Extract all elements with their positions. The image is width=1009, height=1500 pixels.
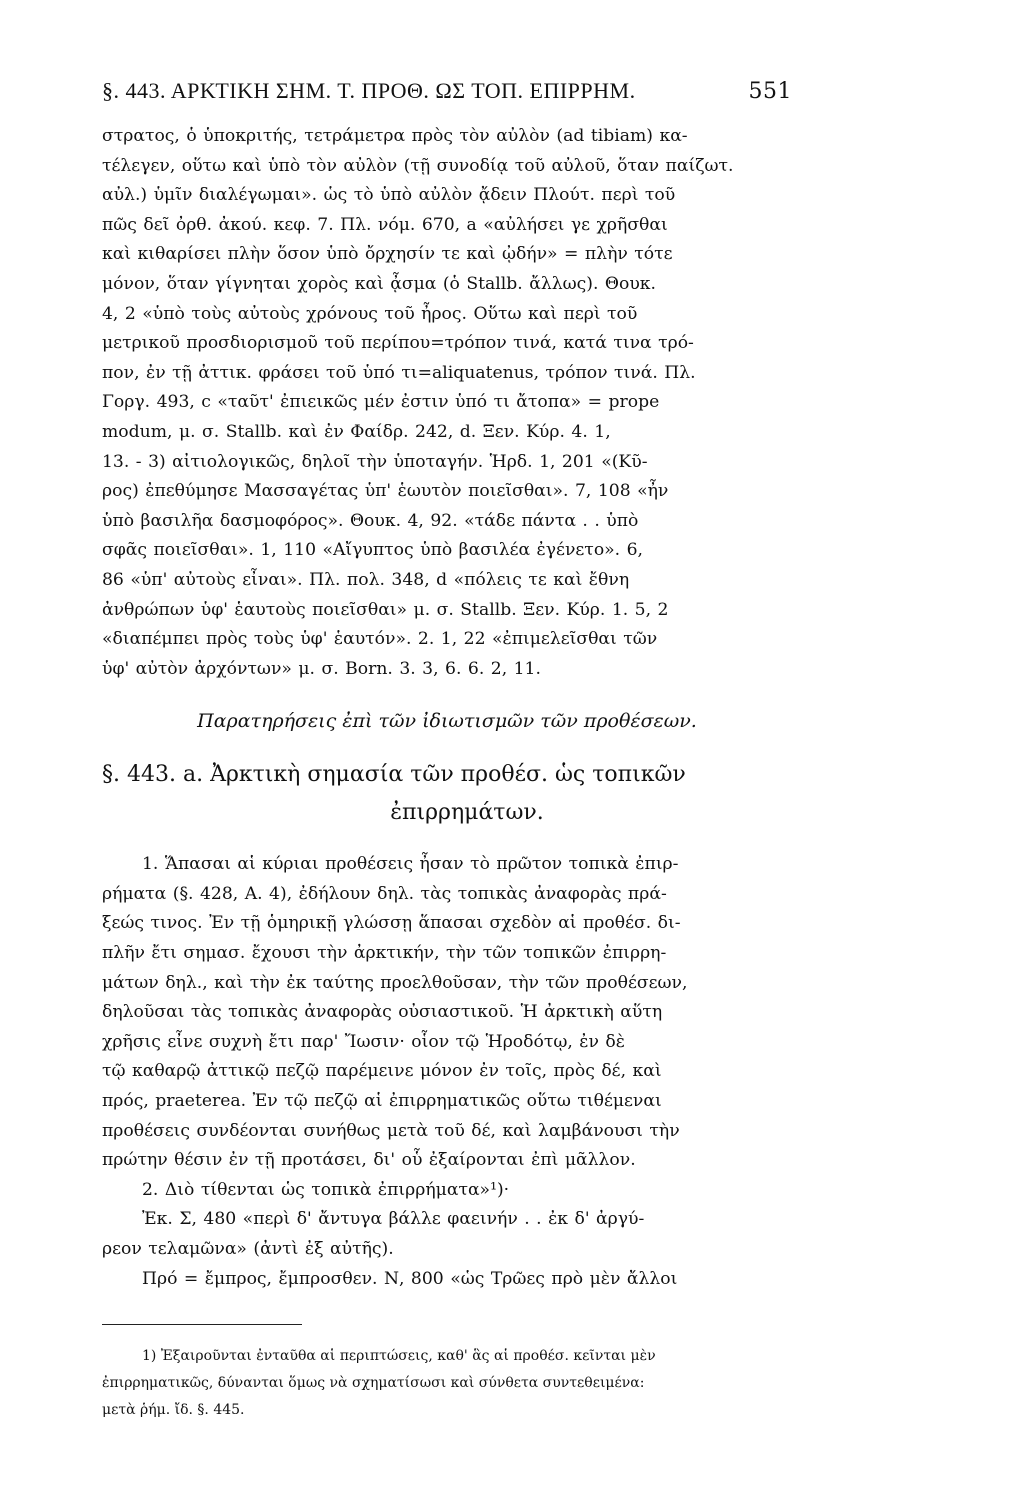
text-line: Πρό = ἔμπρος, ἔμπροσθεν. Ν, 800 «ὡς Τρῶες πρὸ μὲν ἄλλοι — [142, 1268, 678, 1289]
text-line: πλῆν ἔτι σημασ. ἔχουσι τὴν ἀρκτικήν, τὴν τῶν τοπικῶν ἐπιρρη- — [102, 943, 667, 964]
text-line: ξεώς τινος. Ἐν τῇ ὁμηρικῇ γλώσσῃ ἅπασαι σχεδὸν αἱ προθέσ. δι- — [102, 913, 681, 934]
text-line: ὑπὸ βασιλῆα δασμοφόρος». Θουκ. 4, 92. «τάδε πάντα . . ὑπὸ — [102, 510, 639, 531]
text-line: modum, μ. σ. Stallb. καὶ ἐν Φαίδρ. 242, d. Ξεν. Κύρ. 4. 1, — [102, 421, 611, 442]
footnote-line: 1) Ἐξαιροῦνται ἐνταῦθα αἱ περιπτώσεις, καθ' ἃς αἱ προθέσ. κεῖνται μὲν — [142, 1348, 656, 1365]
subheading: Παρατηρήσεις ἐπὶ τῶν ἰδιωτισμῶν τῶν προθέσεων. — [197, 710, 697, 733]
text-line: αὐλ.) ὑμῖν διαλέγωμαι». ὡς τὸ ὑπὸ αὐλὸν ᾄδειν Πλούτ. περὶ τοῦ — [102, 185, 676, 206]
text-line: 2. Διὸ τίθενται ὡς τοπικὰ ἐπιρρήματα»¹)· — [142, 1179, 510, 1200]
text-line: «διαπέμπει πρὸς τοὺς ὑφ' ἑαυτόν». 2. 1, 22 «ἐπιμελεῖσθαι τῶν — [102, 629, 658, 650]
text-line: τῷ καθαρῷ ἀττικῷ πεζῷ παρέμεινε μόνον ἐν τοῖς, πρὸς δέ, καὶ — [102, 1061, 662, 1082]
text-line: πρώτην θέσιν ἐν τῇ προτάσει, δι' οὗ ἐξαίρονται ἐπὶ μᾶλλον. — [102, 1150, 636, 1171]
text-line: μετρικοῦ προσδιορισμοῦ τοῦ περίπου=τρόπον τινά, κατά τινα τρό- — [102, 333, 694, 354]
text-line: 86 «ὑπ' αὐτοὺς εἶναι». Πλ. πολ. 348, d «πόλεις τε καὶ ἔθνη — [102, 569, 630, 590]
text-line: 4, 2 «ὑπὸ τοὺς αὐτοὺς χρόνους τοῦ ἦρος. Οὕτω καὶ περὶ τοῦ — [102, 303, 638, 324]
text-line: μόνον, ὅταν γίγνηται χορὸς καὶ ᾆσμα (ὁ Stallb. ἄλλως). Θουκ. — [102, 273, 656, 294]
book-page — [102, 78, 792, 1424]
text-line: σφᾶς ποιεῖσθαι». 1, 110 «Αἴγυπτος ὑπὸ βασιλέα ἐγένετο». 6, — [102, 540, 644, 561]
page-number: 551 — [748, 79, 792, 104]
running-header — [102, 78, 792, 104]
text-line: στρατος, ὁ ὑποκριτής, τετράμετρα πρὸς τὸν αὐλὸν (ad tibiam) κα- — [102, 126, 688, 146]
text-line: πῶς δεῖ ὀρθ. ἀκού. κεφ. 7. Πλ. νόμ. 670, a «αὐλήσει γε χρῆσθαι — [102, 214, 668, 235]
text-line: τέλεγεν, οὕτω καὶ ὑπὸ τὸν αὐλὸν (τῇ συνοδίᾳ τοῦ αὐλοῦ, ὅταν παίζωτ. — [102, 155, 734, 176]
text-line: ρήματα (§. 428, A. 4), ἐδήλουν δηλ. τὰς τοπικὰς ἀναφορὰς πρά- — [102, 883, 667, 904]
header-title: §. 443. ΑΡΚΤΙΚΗ ΣΗΜ. Τ. ΠΡΟΘ. ΩΣ ΤΟΠ. ΕΠΙΡΡΗΜ. — [102, 78, 636, 103]
text-line: 13. - 3) αἰτιολογικῶς, δηλοῖ τὴν ὑποταγήν. Ἡρδ. 1, 201 «(Κῦ- — [102, 451, 648, 472]
footnotes — [102, 1343, 792, 1424]
continued-paragraph — [102, 122, 792, 684]
text-line: καὶ κιθαρίσει πλὴν ὅσον ὑπὸ ὄρχησίν τε καὶ ᾠδήν» = πλὴν τότε — [102, 244, 673, 265]
text-line: πρός, praeterea. Ἐν τῷ πεζῷ αἱ ἐπιρρηματικῶς οὕτω τιθέμεναι — [102, 1091, 662, 1112]
text-line: ρος) ἐπεθύμησε Μασσαγέτας ὑπ' ἑωυτὸν ποιεῖσθαι». 7, 108 «ἦν — [102, 481, 669, 502]
footnote-divider — [102, 1324, 302, 1325]
section-heading-line-2: ἐπιρρημάτων. — [390, 800, 544, 826]
text-line: χρῆσις εἶνε συχνὴ ἔτι παρ' Ἴωσιν· οἷον τῷ Ἡροδότῳ, ἐν δὲ — [102, 1031, 625, 1052]
footnote-line: ἐπιρρηματικῶς, δύνανται ὅμως νὰ σχηματίσωσι καὶ σύνθετα συντεθειμένα: — [102, 1375, 645, 1392]
text-line: Ἐκ. Σ, 480 «περὶ δ' ἄντυγα βάλλε φαεινήν . . ἐκ δ' ἀργύ- — [142, 1209, 645, 1230]
text-line: μάτων δηλ., καὶ τὴν ἐκ ταύτης προελθοῦσαν, τὴν τῶν προθέσεων, — [102, 972, 688, 993]
text-line: δηλοῦσαι τὰς τοπικὰς ἀναφορὰς οὐσιαστικοῦ. Ἡ ἀρκτικὴ αὕτη — [102, 1002, 663, 1023]
section-heading-line-1: §. 443. a. Ἀρκτικὴ σημασία τῶν προθέσ. ὡς τοπικῶν — [102, 762, 686, 788]
section-heading — [102, 756, 792, 832]
text-line: ρεον τελαμῶνα» (ἀντὶ ἐξ αὐτῆς). — [102, 1239, 394, 1259]
text-line: πον, ἐν τῇ ἀττικ. φράσει τοῦ ὑπό τι=aliquatenus, τρόπον τινά. Πλ. — [102, 362, 696, 383]
footnote-line: μετὰ ῥήμ. ἴδ. §. 445. — [102, 1402, 245, 1419]
text-line: προθέσεις συνδέονται συνήθως μετὰ τοῦ δέ, καὶ λαμβάνουσι τὴν — [102, 1120, 680, 1141]
text-line: 1. Ἅπασαι αἱ κύριαι προθέσεις ἦσαν τὸ πρῶτον τοπικὰ ἐπιρ- — [142, 854, 679, 875]
text-line: ὑφ' αὐτὸν ἀρχόντων» μ. σ. Born. 3. 3, 6. 6. 2, 11. — [102, 658, 541, 679]
section-paragraph — [102, 850, 792, 1294]
text-line: ἀνθρώπων ὑφ' ἑαυτοὺς ποιεῖσθαι» μ. σ. Stallb. Ξεν. Κύρ. 1. 5, 2 — [102, 599, 669, 620]
text-line: Γοργ. 493, c «ταῦτ' ἐπιεικῶς μέν ἐστιν ὑπό τι ἄτοπα» = prope — [102, 392, 660, 413]
